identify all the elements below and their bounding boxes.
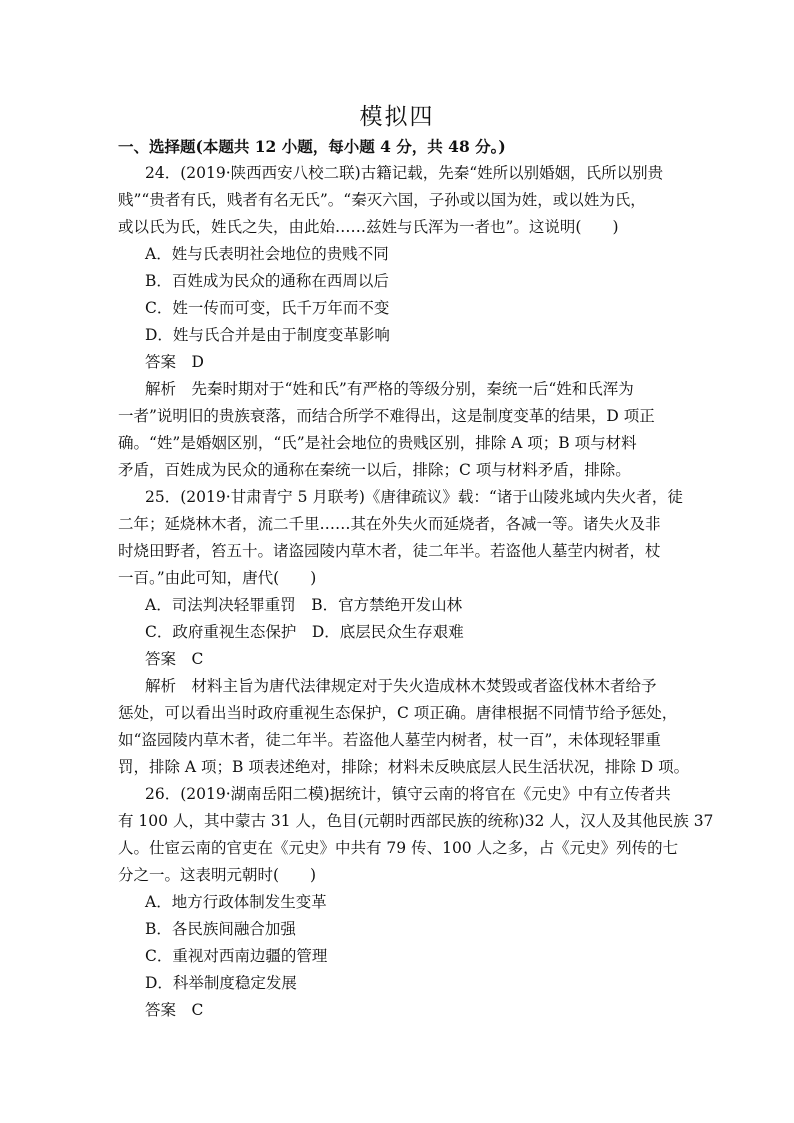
q25-options-cd: C．政府重视生态保护 D．底层民众生存艰难 xyxy=(145,623,464,641)
q25-analysis-line-2: 惩处，可以看出当时政府重视生态保护，C 项正确。唐律根据不同情节给予惩处， xyxy=(118,704,678,722)
q24-analysis-line-1: 解析 先秦时期对于“姓和氏”有严格的等级分别，秦统一后“姓和氏浑为 xyxy=(145,380,634,398)
question-24-line-3: 或以氏为氏，姓氏之失，由此始……兹姓与氏浑为一者也”。这说明( ) xyxy=(118,218,619,236)
q26-option-b: B．各民族间融合加强 xyxy=(145,920,296,938)
q24-analysis-line-2: 一者”说明旧的贵族衰落，而结合所学不难得出，这是制度变革的结果，D 项正 xyxy=(118,407,655,425)
question-26-line-3: 人。仕宦云南的官吏在《元史》中共有 79 传、100 人之多，占《元史》列传的七 xyxy=(118,839,679,857)
q26-option-d: D．科举制度稳定发展 xyxy=(145,974,297,992)
question-25-line-4: 一百。”由此可知，唐代( ) xyxy=(118,569,317,587)
q26-option-a: A．地方行政体制发生变革 xyxy=(145,893,327,911)
question-25-line-2: 二年；延烧林木者，流二千里……其在外失火而延烧者，各减一等。诸失火及非 xyxy=(118,515,661,533)
q24-option-a: A．姓与氏表明社会地位的贵贱不同 xyxy=(145,245,389,263)
q24-option-b: B．百姓成为民众的通称在西周以后 xyxy=(145,272,389,290)
page-title: 模拟四 xyxy=(359,104,435,130)
question-26-line-1: 26．(2019·湖南岳阳二模)据统计，镇守云南的将官在《元史》中有立传者共 xyxy=(145,785,671,803)
q25-analysis-line-3: 如“盗园陵内草木者，徒二年半。若盗他人墓茔内树者，杖一百”，未体现轻罪重 xyxy=(118,731,661,749)
q26-answer: 答案 C xyxy=(145,1001,204,1019)
q24-analysis-line-4: 矛盾，百姓成为民众的通称在秦统一以后，排除；C 项与材料矛盾，排除。 xyxy=(118,461,631,479)
q25-analysis-line-1: 解析 材料主旨为唐代法律规定对于失火造成林木焚毁或者盗伐林木者给予 xyxy=(145,677,657,695)
q24-option-c: C．姓一传而可变，氏千万年而不变 xyxy=(145,299,390,317)
question-25-line-1: 25．(2019·甘肃青宁 5 月联考)《唐律疏议》载：“诸于山陵兆域内失火者，徒 xyxy=(145,488,683,506)
question-25-line-3: 时烧田野者，笞五十。诸盗园陵内草木者，徒二年半。若盗他人墓茔内树者，杖 xyxy=(118,542,661,560)
question-26-line-4: 分之一。这表明元朝时( ) xyxy=(118,866,317,884)
q24-answer: 答案 D xyxy=(145,353,204,371)
question-24-line-1: 24．(2019·陕西西安八校二联)古籍记载，先秦“姓所以别婚姻，氏所以别贵 xyxy=(145,164,664,182)
question-26-line-2: 有 100 人，其中蒙古 31 人，色目(元朝时西部民族的统称)32 人，汉人及其他民族 37 xyxy=(118,812,714,830)
section-header: 一、选择题(本题共 12 小题，每小题 4 分，共 48 分。) xyxy=(118,137,506,156)
q26-option-c: C．重视对西南边疆的管理 xyxy=(145,947,328,965)
question-24-line-2: 贱”“贵者有氏，贱者有名无氏”。“秦灭六国，子孙或以国为姓，或以姓为氏， xyxy=(118,191,646,209)
q24-option-d: D．姓与氏合并是由于制度变革影响 xyxy=(145,326,390,344)
q24-analysis-line-3: 确。“姓”是婚姻区别，“氏”是社会地位的贵贱区别，排除 A 项；B 项与材料 xyxy=(118,434,637,452)
q25-answer: 答案 C xyxy=(145,650,204,668)
q25-analysis-line-4: 罚，排除 A 项；B 项表述绝对，排除；材料未反映底层人民生活状况，排除 D 项。 xyxy=(118,758,690,776)
q25-options-ab: A．司法判决轻罪重罚 B．官方禁绝开发山林 xyxy=(145,596,463,614)
